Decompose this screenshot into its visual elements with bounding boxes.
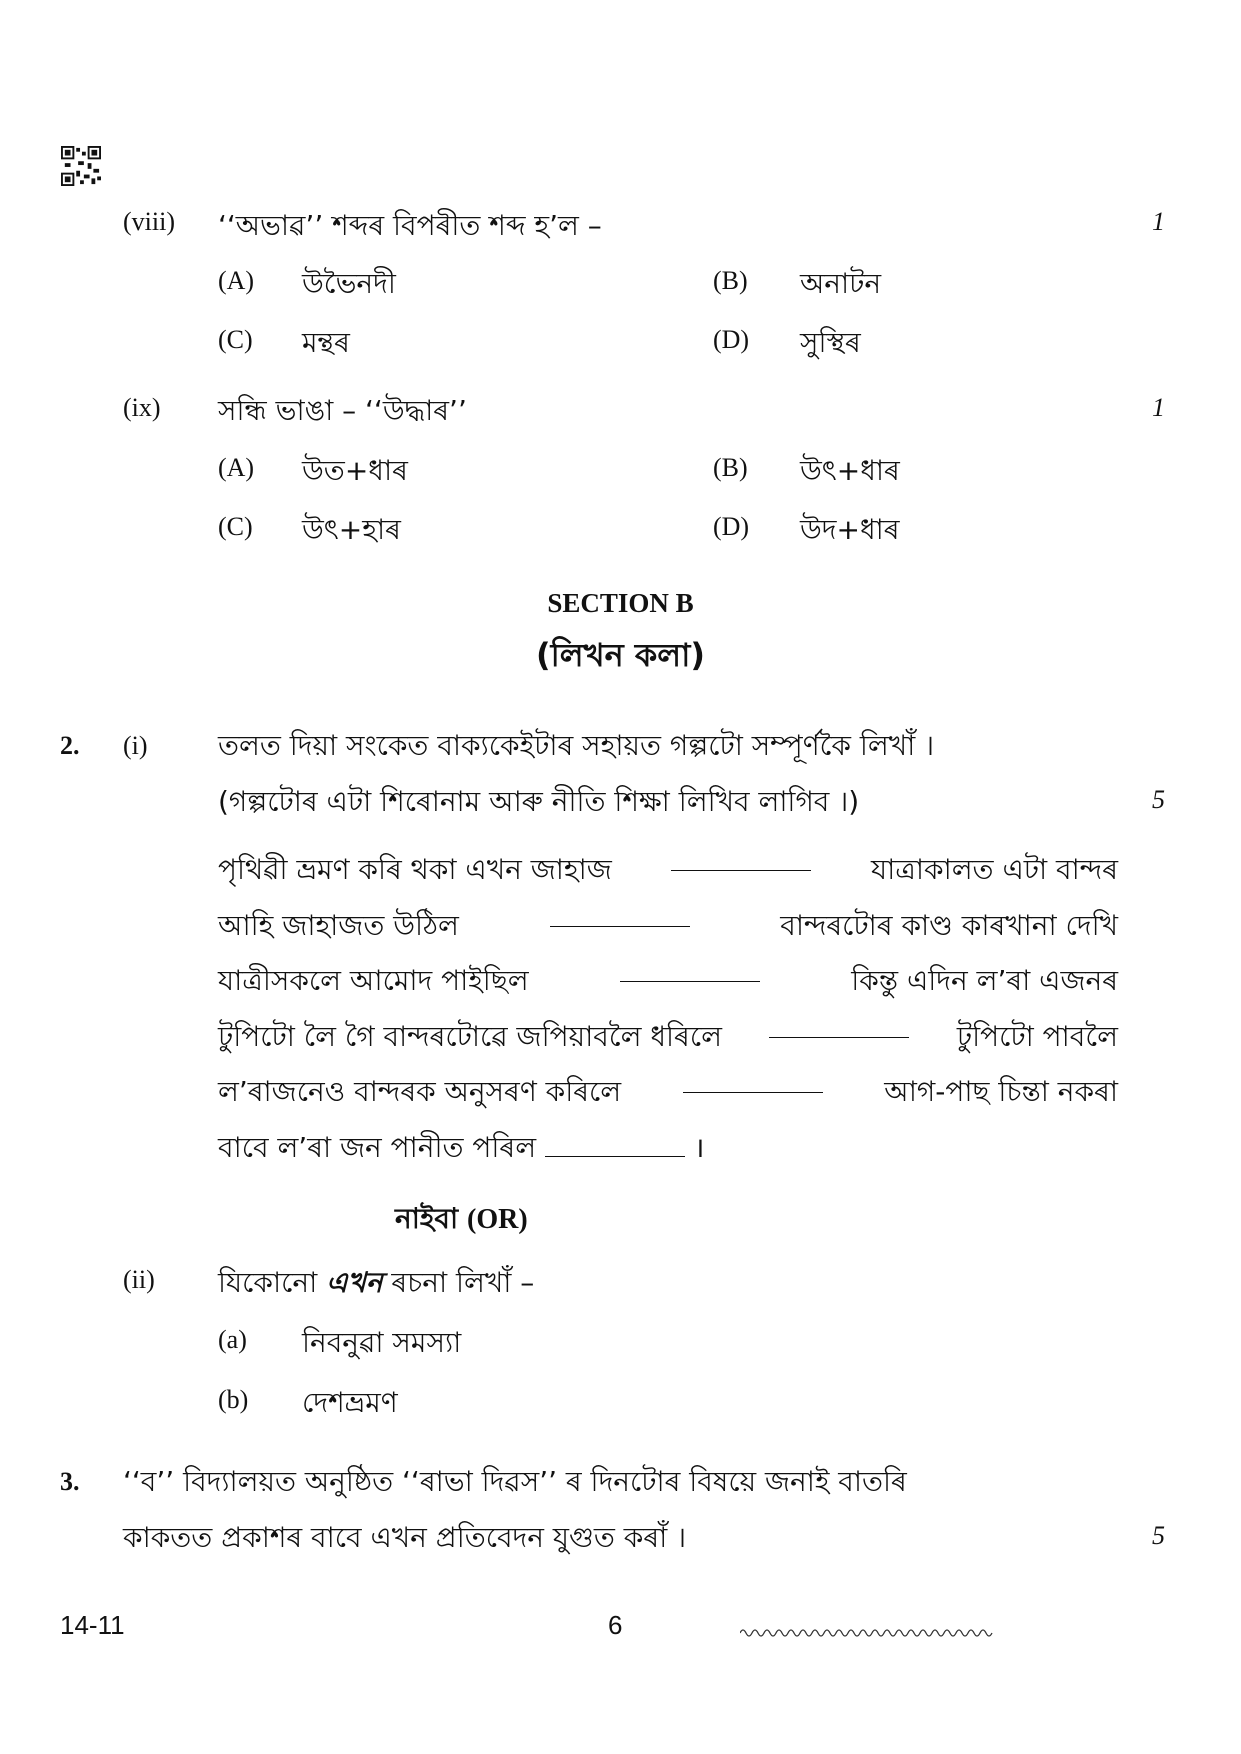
- essay-option-b-text: দেশভ্ৰমণ: [302, 1386, 398, 1419]
- q-viii-option-d-text: সুস্থিৰ: [800, 326, 861, 359]
- q-viii-option-d-label: (D): [713, 325, 750, 354]
- q-ix-text: সন্ধি ভাঙা – ‘‘উদ্ধাৰ’’: [218, 394, 467, 427]
- essay-option-a-label: (a): [218, 1325, 247, 1354]
- section-subtitle: (লিখন কলা): [535, 636, 705, 674]
- q-ix-option-c-text: উৎ+হাৰ: [302, 513, 401, 546]
- q2-instruction-line2: (গল্পটোৰ এটা শিৰোনাম আৰু নীতি শিক্ষা লিখিব লাগিব ।): [218, 785, 860, 818]
- page-number: 6: [608, 1610, 623, 1640]
- q2-part-ii-label: (ii): [123, 1265, 155, 1294]
- q2-part-ii-text: যিকোনো এখন ৰচনা লিখাঁ –: [218, 1266, 535, 1299]
- q3-marks: 5: [1152, 1521, 1165, 1550]
- q-viii-option-c-label: (C): [218, 325, 253, 354]
- q2-instruction-line1: তলত দিয়া সংকেত বাক্যকেইটাৰ সহায়ত গল্পটো সম্পূৰ্ণকৈ লিখাঁ ।: [218, 729, 935, 762]
- q-ix-option-d-label: (D): [713, 512, 750, 541]
- q2-number: 2.: [60, 731, 80, 760]
- essay-option-a-text: নিবনুৱা সমস্যা: [302, 1326, 462, 1359]
- q-ix-option-b-label: (B): [713, 453, 748, 482]
- story-blank: [671, 850, 811, 871]
- section-title: SECTION B: [547, 588, 694, 618]
- q2-part-i-label: (i): [123, 731, 148, 760]
- q3-line1: ‘‘ব’’ বিদ্যালয়ত অনুষ্ঠিত ‘‘ৰাভা দিৱস’’ ৰ দিনটোৰ বিষয়ে জনাই বাতৰি: [123, 1465, 907, 1498]
- qr-code-icon: [60, 146, 102, 186]
- story-line-3: যাত্ৰীসকলে আমোদ পাইছিল কিন্তু এদিন ল’ৰা এজনৰ: [218, 961, 1118, 1001]
- q-viii-marks: 1: [1152, 207, 1165, 236]
- story-line-2: আহি জাহাজত উঠিল বান্দৰটোৰ কাণ্ড কাৰখানা দেখি: [218, 906, 1118, 946]
- q-ix-label: (ix): [123, 393, 161, 422]
- story-blank: [769, 1017, 909, 1038]
- story-line-6: বাবে ল’ৰা জন পানীত পৰিল ।: [218, 1131, 705, 1164]
- q-ix-option-a-label: (A): [218, 453, 255, 482]
- q-viii-label: (viii): [123, 207, 175, 236]
- q-viii-option-a-text: উভৈনদী: [302, 267, 396, 300]
- story-blank: [545, 1136, 685, 1157]
- q3-number: 3.: [60, 1467, 80, 1496]
- wavy-line-ornament: [740, 1626, 994, 1640]
- story-line-5: ল’ৰাজনেও বান্দৰক অনুসৰণ কৰিলে আগ-পাছ চিন্তা নকৰা: [218, 1072, 1118, 1112]
- or-separator: নাইবা (OR): [395, 1202, 528, 1235]
- q2-marks: 5: [1152, 785, 1165, 814]
- q-viii-option-b-text: অনাটন: [800, 267, 882, 300]
- q-ix-option-c-label: (C): [218, 512, 253, 541]
- q-viii-option-b-label: (B): [713, 266, 748, 295]
- story-blank: [550, 906, 690, 927]
- story-blank: [683, 1072, 823, 1093]
- footer-code: 14-11: [60, 1610, 125, 1640]
- essay-option-b-label: (b): [218, 1385, 249, 1414]
- q-ix-option-b-text: উৎ+ধাৰ: [800, 454, 900, 487]
- q-ix-option-d-text: উদ+ধাৰ: [800, 513, 900, 546]
- story-line-4: টুপিটো লৈ গৈ বান্দৰটোৱে জপিয়াবলৈ ধৰিলে টুপিটো পাবলৈ: [218, 1017, 1118, 1057]
- q-viii-option-c-text: মন্থৰ: [302, 326, 350, 359]
- story-line-1: পৃথিৱী ভ্ৰমণ কৰি থকা এখন জাহাজ যাত্ৰাকালত এটা বান্দৰ: [218, 850, 1118, 890]
- q-viii-option-a-label: (A): [218, 266, 255, 295]
- q-viii-text: ‘‘অভাৱ’’ শব্দৰ বিপৰীত শব্দ হ’ল –: [218, 209, 602, 242]
- story-blank: [620, 961, 760, 982]
- q-ix-marks: 1: [1152, 393, 1165, 422]
- q-ix-option-a-text: উত+ধাৰ: [302, 454, 408, 487]
- q3-line2: কাকতত প্ৰকাশৰ বাবে এখন প্ৰতিবেদন যুগুত কৰাঁ ।: [123, 1521, 687, 1554]
